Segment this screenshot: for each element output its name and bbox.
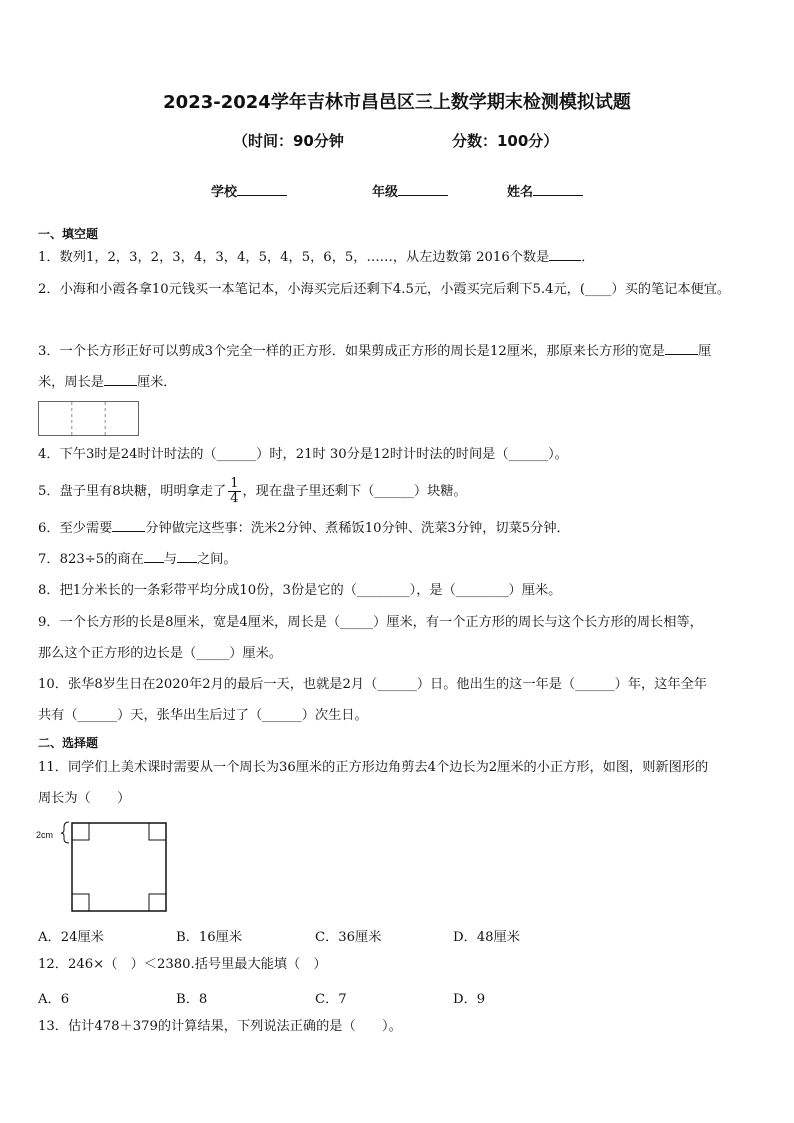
corner-square-top-right bbox=[149, 823, 166, 840]
question-2: 2．小海和小霞各拿10元钱买一本笔记本，小海买完后还剩下4.5元，小霞买完后剩下5.4元，(____）买的笔记本便宜。 bbox=[38, 282, 731, 297]
option-d[interactable]: D．9 bbox=[453, 992, 486, 1007]
grade-field bbox=[372, 181, 448, 200]
name-field bbox=[507, 181, 583, 200]
option-d[interactable]: D．48厘米 bbox=[453, 930, 520, 945]
square-outline bbox=[72, 823, 166, 911]
grade-label: 年级 bbox=[372, 185, 399, 200]
question-10: 10．张华8岁生日在2020年2月的最后一天，也就是2月（______）日。他出生的这一年是（______）年，这年全年 共有（______）天，张华出生后过了（______）次生日。 bbox=[38, 677, 707, 723]
question-8: 8．把1分米长的一条彩带平均分成10份，3份是它的（________），是（________）厘米。 bbox=[38, 583, 562, 598]
option-c[interactable]: C．36厘米 bbox=[315, 930, 382, 945]
question-3: 3．一个长方形正好可以剪成3个完全一样的正方形．如果剪成正方形的周长是12厘米，那原来长方形的宽是 厘 米，周长是 厘米． bbox=[38, 336, 760, 398]
school-blank bbox=[237, 181, 287, 196]
corner-square-bottom-left bbox=[72, 894, 89, 911]
section-fill-blank: 一、填空题 bbox=[38, 227, 99, 241]
rectangle-outline bbox=[39, 402, 139, 436]
question-13: 13．估计478＋379的计算结果，下列说法正确的是（ ）。 bbox=[38, 1019, 402, 1034]
question-4: 4．下午3时是24时计时法的（______）时，21时 30分是12时计时法的时间是（______）。 bbox=[38, 447, 568, 462]
rectangle-three-squares-figure bbox=[38, 401, 140, 437]
exam-title: 2023-2024学年吉林市昌邑区三上数学期末检测模拟试题 bbox=[163, 92, 631, 113]
corner-square-bottom-right bbox=[149, 894, 166, 911]
answer-blank bbox=[549, 247, 581, 261]
answer-blank bbox=[177, 549, 197, 563]
option-a[interactable]: A．24厘米 bbox=[38, 930, 104, 945]
question-7: 7．823÷5的商在 与 之间。 bbox=[38, 544, 760, 575]
question-12: 12．246×（ ）＜2380.括号里最大能填（ ） bbox=[38, 957, 327, 972]
answer-blank bbox=[665, 341, 698, 355]
name-blank bbox=[533, 181, 583, 196]
exam-time: （时间：90分钟 bbox=[233, 132, 344, 150]
question-1: 1．数列1，2，3，2，3，4，3，4，5，4，5，6，5，……，从左边数第 2016个数是 ． bbox=[38, 242, 760, 273]
brace-icon bbox=[61, 822, 69, 843]
corner-square-top-left bbox=[72, 823, 89, 840]
fraction-one-quarter: $\frac{1}{4}$ bbox=[230, 476, 239, 506]
question-5: 5．盘子里有8块糖，明明拿走了 $\frac{1}{4}$ ，现在盘子里还剩下（______）块糖。 bbox=[38, 476, 467, 506]
option-b[interactable]: B．8 bbox=[176, 992, 208, 1007]
option-a[interactable]: A．6 bbox=[38, 992, 70, 1007]
grade-blank bbox=[398, 181, 448, 196]
option-c[interactable]: C．7 bbox=[315, 992, 347, 1007]
exam-score: 分数：100分） bbox=[452, 132, 559, 150]
answer-blank bbox=[112, 518, 145, 532]
cut-square-figure bbox=[36, 818, 172, 916]
question-9: 9．一个长方形的长是8厘米，宽是4厘米，周长是（_____）厘米，有一个正方形的周长与这个长方形的周长相等， 那么这个正方形的边长是（_____）厘米。 bbox=[38, 615, 703, 661]
question-11: 11．同学们上美术课时需要从一个周长为36厘米的正方形边角剪去4个边长为2厘米的小正方形，如图，则新图形的 周长为（ ） bbox=[38, 760, 709, 806]
side-length-label: 2cm bbox=[36, 830, 54, 840]
question-6: 6．至少需要 分钟做完这些事：洗米2分钟、煮稀饭10分钟、洗菜3分钟，切菜5分钟． bbox=[38, 513, 760, 544]
answer-blank bbox=[104, 372, 137, 386]
name-label: 姓名 bbox=[507, 185, 534, 200]
section-multiple-choice: 二、选择题 bbox=[38, 736, 99, 750]
school-label: 学校 bbox=[211, 185, 238, 200]
option-b[interactable]: B．16厘米 bbox=[176, 930, 243, 945]
school-field bbox=[211, 181, 287, 200]
answer-blank bbox=[144, 549, 164, 563]
